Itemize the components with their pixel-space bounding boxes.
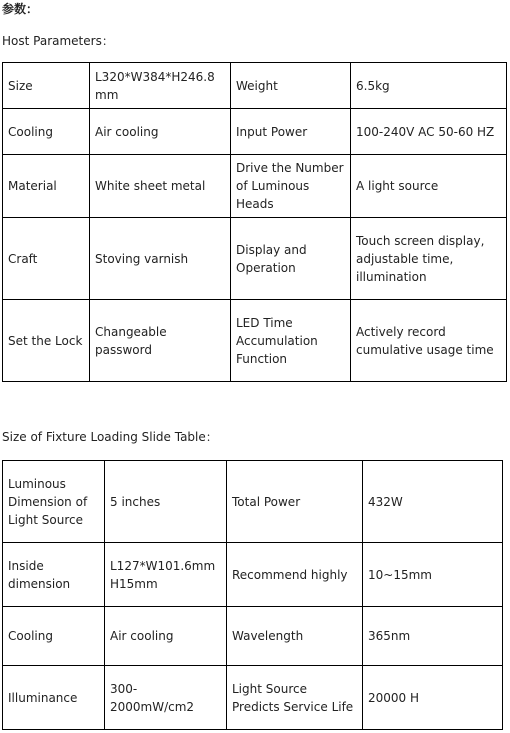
table-cell: Recommend highly [227,543,363,607]
table-row [3,218,507,300]
table-cell: Wavelength [227,607,363,666]
table-cell: Set the Lock [3,300,90,382]
table-cell: Drive the Number of Luminous Heads [231,155,351,218]
table-cell: Changeable password [90,300,231,382]
table-cell: L320*W384*H246.8mm [90,63,231,109]
table-row [3,109,507,155]
table-cell: A light source [351,155,507,218]
table-cell: Total Power [227,461,363,543]
table-cell: Craft [3,218,90,300]
table-cell: 6.5kg [351,63,507,109]
table-row [3,300,507,382]
table-cell: Air cooling [90,109,231,155]
table-cell: 10~15mm [363,543,503,607]
table-cell: Input Power [231,109,351,155]
table-cell: Cooling [3,109,90,155]
table-row [3,666,503,730]
host-parameters-heading: Host Parameters： [2,34,114,48]
table-cell: Light Source Predicts Service Life [227,666,363,730]
table-cell: Display and Operation [231,218,351,300]
table-row [3,63,507,109]
table-row [3,543,503,607]
table-cell: 5 inches [105,461,227,543]
table-cell: 432W [363,461,503,543]
table-cell: 300-2000mW/cm2 [105,666,227,730]
table-cell: Air cooling [105,607,227,666]
table-cell: Cooling [3,607,105,666]
table-row [3,607,503,666]
host-parameters-table [2,62,507,382]
table-cell: Stoving varnish [90,218,231,300]
fixture-loading-slide-table [2,460,503,730]
table-row [3,461,503,543]
table-cell: 20000 H [363,666,503,730]
table-cell: Size [3,63,90,109]
table-cell: Material [3,155,90,218]
fixture-table-heading: Size of Fixture Loading Slide Table： [2,430,218,444]
table-cell: 365nm [363,607,503,666]
table-cell: Touch screen display, adjustable time, illumination [351,218,507,300]
table-cell: Actively record cumulative usage time [351,300,507,382]
table-cell: Inside dimension [3,543,105,607]
table-row [3,155,507,218]
table-cell: White sheet metal [90,155,231,218]
table-cell: 100-240V AC 50-60 HZ [351,109,507,155]
table-cell: Weight [231,63,351,109]
table-cell: LED Time Accumulation Function [231,300,351,382]
section-label: 参数： [2,2,39,16]
table-cell: Illuminance [3,666,105,730]
table-cell: L127*W101.6mm H15mm [105,543,227,607]
table-cell: Luminous Dimension of Light Source [3,461,105,543]
